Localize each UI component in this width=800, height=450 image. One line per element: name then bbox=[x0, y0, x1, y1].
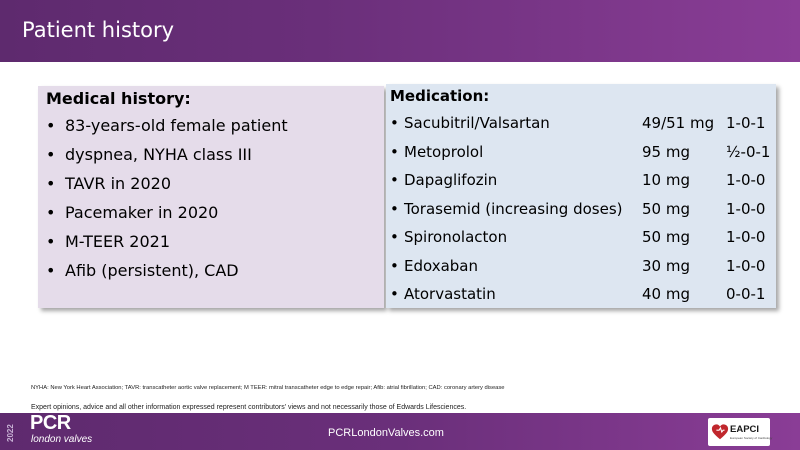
eapci-logo[interactable] bbox=[708, 418, 773, 446]
medication-schedule: 1-0-0 bbox=[726, 228, 766, 246]
medication-name: Torasemid (increasing doses) bbox=[404, 199, 623, 218]
medication-title: Medication: bbox=[390, 87, 490, 105]
bullet-icon: • bbox=[46, 145, 56, 164]
disclaimer-text: Expert opinions, advice and all other information expressed represent contributors' views and not necessarily those of Edwards Lifesciences. bbox=[31, 404, 467, 411]
bullet-icon: • bbox=[390, 142, 399, 161]
history-item-text: TAVR in 2020 bbox=[65, 174, 171, 193]
header-bar bbox=[0, 0, 800, 62]
history-item-text: Pacemaker in 2020 bbox=[65, 203, 219, 222]
medication-dose: 50 mg bbox=[642, 199, 690, 218]
bullet-icon: • bbox=[390, 114, 399, 132]
history-item-text: 83-years-old female patient bbox=[65, 116, 288, 135]
history-item bbox=[46, 261, 288, 290]
medication-schedule: 1-0-0 bbox=[726, 199, 766, 218]
medication-list bbox=[390, 114, 774, 314]
medication-dose: 50 mg bbox=[642, 228, 690, 246]
medication-schedule: ½-0-1 bbox=[726, 142, 771, 161]
bullet-icon: • bbox=[390, 256, 399, 275]
medical-history-box bbox=[38, 86, 384, 308]
year-label: 2022 bbox=[6, 424, 15, 442]
bullet-icon: • bbox=[390, 171, 399, 189]
medication-name: Spironolacton bbox=[404, 228, 508, 246]
medication-row bbox=[390, 285, 774, 314]
medication-name: Dapaglifozin bbox=[404, 171, 498, 189]
medication-dose: 40 mg bbox=[642, 285, 690, 303]
medication-schedule: 1-0-1 bbox=[726, 114, 766, 132]
medication-row bbox=[390, 257, 774, 286]
medication-row bbox=[390, 228, 774, 257]
medical-history-title: Medical history: bbox=[46, 89, 191, 108]
history-item bbox=[46, 232, 288, 261]
bullet-icon: • bbox=[46, 116, 56, 135]
history-item-text: M-TEER 2021 bbox=[65, 232, 171, 251]
medication-dose: 95 mg bbox=[642, 142, 690, 161]
medication-dose: 30 mg bbox=[642, 256, 690, 275]
history-item-text: dyspnea, NYHA class III bbox=[65, 145, 252, 164]
london-valves-logo-text: london valves bbox=[31, 434, 93, 445]
bullet-icon: • bbox=[390, 228, 399, 246]
history-item bbox=[46, 203, 288, 232]
medication-row bbox=[390, 143, 774, 172]
medication-box bbox=[386, 84, 776, 308]
eapci-sublabel: European Society of Cardiology bbox=[730, 436, 773, 440]
medication-name: Atorvastatin bbox=[404, 285, 496, 303]
medication-schedule: 0-0-1 bbox=[726, 285, 766, 303]
slide-title: Patient history bbox=[22, 18, 175, 42]
history-item-text: Afib (persistent), CAD bbox=[65, 261, 239, 280]
bullet-icon: • bbox=[46, 203, 56, 222]
bullet-icon: • bbox=[46, 232, 56, 251]
bullet-icon: • bbox=[390, 285, 399, 303]
medication-dose: 10 mg bbox=[642, 171, 690, 189]
bullet-icon: • bbox=[46, 261, 56, 280]
medication-name: Metoprolol bbox=[404, 142, 484, 161]
eapci-label: EAPCI bbox=[730, 424, 760, 435]
bullet-icon: • bbox=[390, 199, 399, 218]
medical-history-list bbox=[46, 116, 288, 290]
medication-row bbox=[390, 171, 774, 200]
medication-schedule: 1-0-0 bbox=[726, 171, 766, 189]
bullet-icon: • bbox=[46, 174, 56, 193]
website-link[interactable]: PCRLondonValves.com bbox=[328, 427, 444, 439]
medication-row bbox=[390, 114, 774, 143]
medication-dose: 49/51 mg bbox=[642, 114, 715, 132]
medication-schedule: 1-0-0 bbox=[726, 256, 766, 275]
history-item bbox=[46, 145, 288, 174]
heart-icon bbox=[711, 423, 729, 441]
history-item bbox=[46, 174, 288, 203]
history-item bbox=[46, 116, 288, 145]
abbreviations-footnote: NYHA: New York Heart Association; TAVR: transcatheter aortic valve replacement; M TEER: mitral transcatheter edge to edge repair; Afib: atrial fibrillation; CAD: coronary artery disease bbox=[31, 385, 505, 391]
medication-name: Edoxaban bbox=[404, 256, 479, 275]
medication-row bbox=[390, 200, 774, 229]
medication-name: Sacubitril/Valsartan bbox=[404, 114, 550, 132]
pcr-logo[interactable]: PCR bbox=[30, 412, 71, 434]
